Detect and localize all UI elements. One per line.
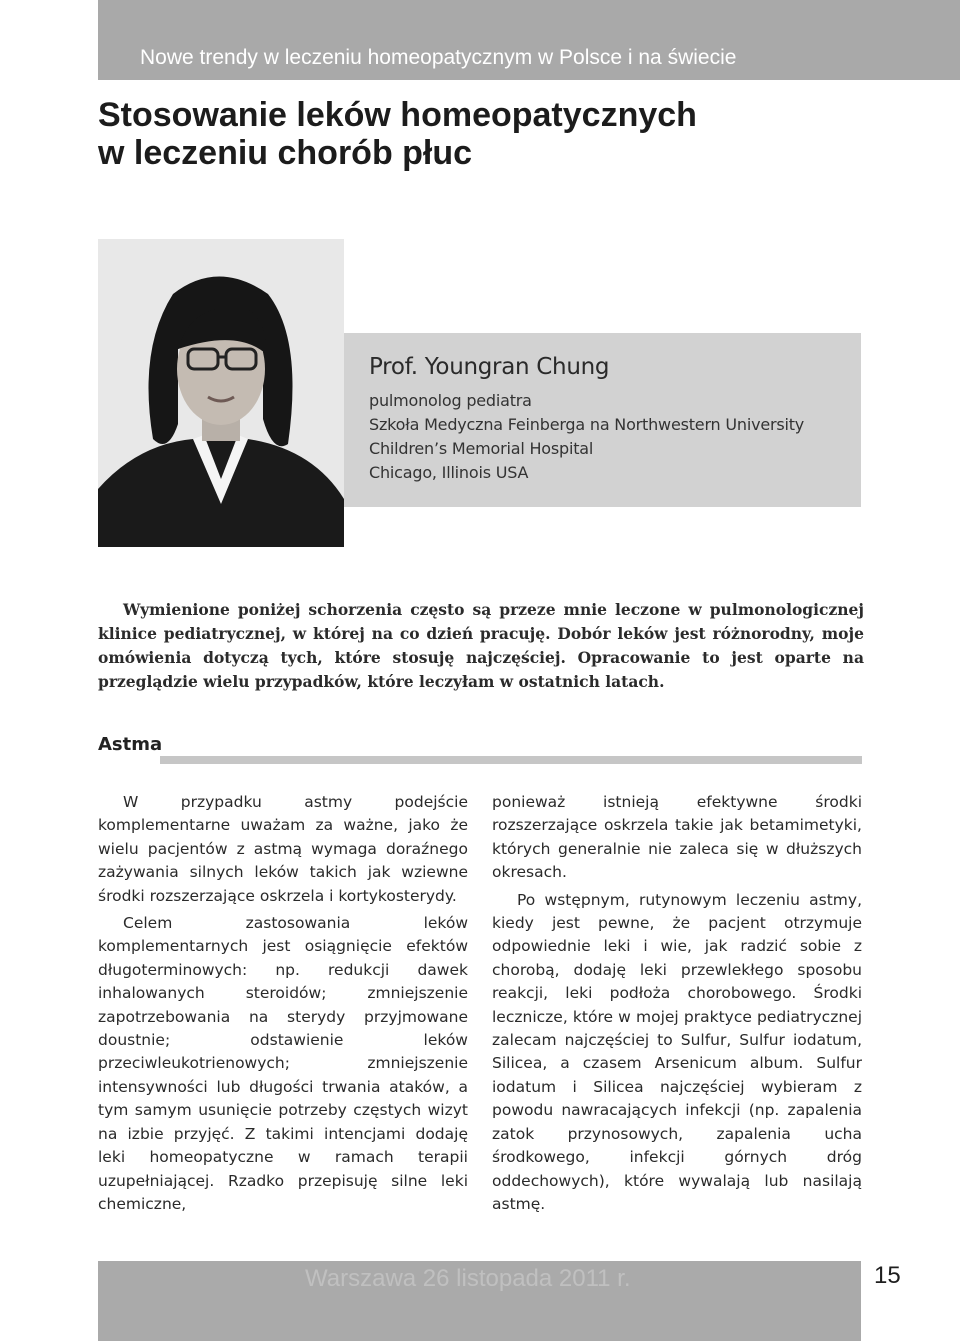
page-number: 15	[874, 1262, 901, 1289]
author-info-box	[344, 333, 861, 507]
left-paragraph-1: W przypadku astmy podejście komplementarne uważam za ważne, jako że wielu pacjentów z astmą wymaga doraźnego zażywania silnych leków takich jak wziewne środki rozszerzające oskrzela i kortykosterydy.	[98, 793, 468, 905]
article-title-line-2: w leczeniu chorób płuc	[98, 134, 473, 172]
lead-paragraph	[98, 598, 864, 694]
right-paragraph-1: Po wstępnym, rutynowym leczeniu astmy, kiedy jest pewne, że pacjent otrzymuje odpowiednie leki i wie, jak radzić sobie z chorobą, dodaję leki przewlekłego sposobu reakcji, leki podłoża chorobowego. Środki lecznicze, które w mojej praktyce pediatrycznej zalecam najczęściej to Sulfur, Sulfur iodatum, Silicea, a czasem Arsenicum album. Sulfur iodatum i Silicea najczęściej wybieram z powodu nawracających infekcji (np. zapalenia zatok przynosowych, zapalenia ucha środkowego, infekcji górnych dróg oddechowych), które wywalają lub nasilają astmę.	[492, 890, 862, 1213]
author-affiliation-school: Szkoła Medyczna Feinberga na Northwestern University	[369, 415, 805, 434]
left-column	[98, 791, 468, 1220]
section-rule	[160, 756, 862, 764]
author-affiliation-location: Chicago, Illinois USA	[369, 463, 529, 482]
right-paragraph-continuation: ponieważ istnieją efektywne środki rozszerzające oskrzela takie jak betamimetyki, których generalnie nie zaleca się w dłuższych okresach.	[492, 793, 862, 882]
series-title: Nowe trendy w leczeniu homeopatycznym w Polsce i na świecie	[140, 46, 737, 69]
article-title	[98, 96, 938, 172]
author-portrait	[98, 239, 344, 547]
footer-event: Warszawa 26 listopada 2011 r.	[305, 1265, 631, 1292]
author-name: Prof. Youngran Chung	[369, 354, 610, 380]
footer-band	[98, 1261, 861, 1341]
author-affiliation-hospital: Children’s Memorial Hospital	[369, 439, 594, 458]
portrait-illustration	[98, 239, 344, 547]
author-affiliation-role: pulmonolog pediatra	[369, 391, 532, 410]
section-heading: Astma	[98, 734, 163, 755]
header-band	[98, 0, 960, 80]
article-title-line-1: Stosowanie leków homeopatycznych	[98, 96, 697, 134]
lead-text: Wymienione poniżej schorzenia często są przeze mnie leczone w pulmonologicznej klinice pediatrycznej, w której na co dzień pracuję. Dobór leków jest różnorodny, moje omówienia dotyczą tych, które stosuję najczęściej. Opracowanie to jest oparte na przeglądzie wielu przypadków, które leczyłam w ostatnich latach.	[98, 600, 864, 691]
right-column	[492, 791, 862, 1220]
left-paragraph-2: Celem zastosowania leków komplementarnych jest osiągnięcie efektów długoterminowych: np. redukcji dawek inhalowanych steroidów; zmniejszenie zapotrzebowania na sterydy przyjmowane doustnie; odstawienie leków przeciwleukotrienowych; zmniejszenie intensywności lub długości trwania ataków, a tym samym usunięcie potrzeby częstych wizyt na izbie przyjęć. Z takimi intencjami dodaję leki homeopatyczne w ramach terapii uzupełniającej. Rzadko przepisuję silne leki chemiczne,	[98, 914, 468, 1213]
